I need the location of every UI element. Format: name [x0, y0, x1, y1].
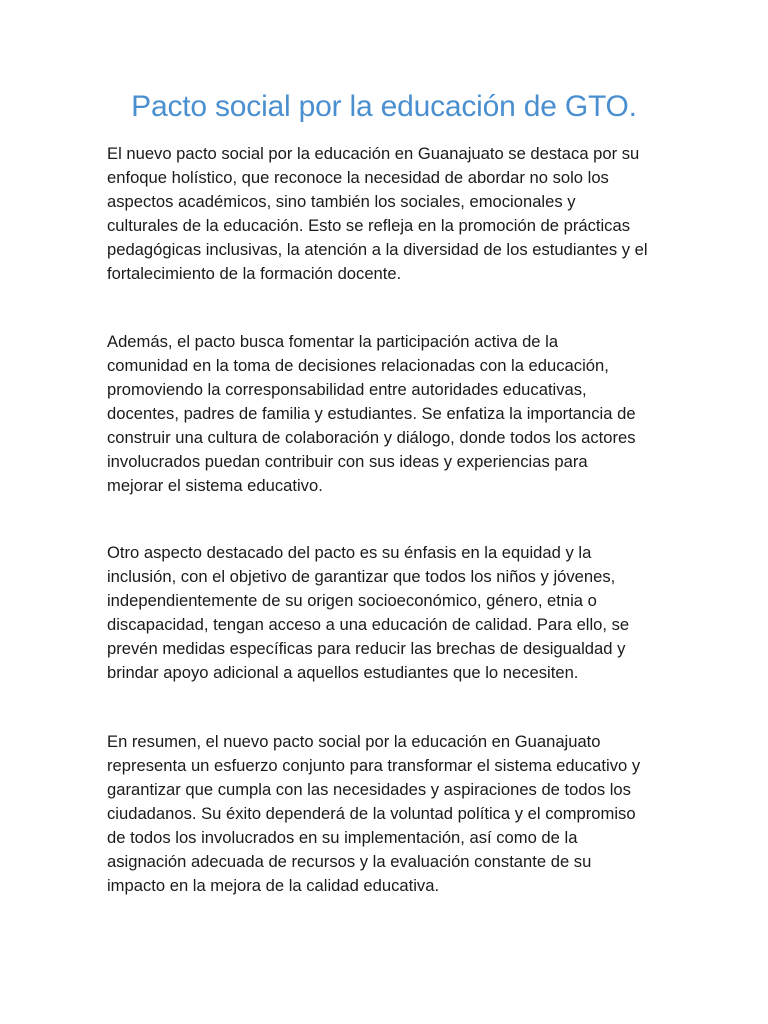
- paragraph-3: Otro aspecto destacado del pacto es su énfasis en la equidad y la inclusión, con el objetivo de garantizar que todos los niños y jóvenes, independientemente de su origen socioeconómico, género, etnia o discapacidad, tengan acceso a una educación de calidad. Para ello, se prevén medidas específicas para reducir las brechas de desigualdad y brindar apoyo adicional a aquellos estudiantes que lo necesiten.: [107, 543, 630, 682]
- paragraph-2: Además, el pacto busca fomentar la participación activa de la comunidad en la toma de decisiones relacionadas con la educación, promoviendo la corresponsabilidad entre autoridades educativas, docentes, padres de familia y estudiantes. Se enfatiza la importancia de construir una cultura de colaboración y diálogo, donde todos los actores involucrados puedan contribuir con sus ideas y experiencias para mejorar el sistema educativo.: [107, 332, 636, 495]
- paragraph-4: En resumen, el nuevo pacto social por la educación en Guanajuato representa un esfuerzo conjunto para transformar el sistema educativo y garantizar que cumpla con las necesidades y aspiraciones de todos los ciudadanos. Su éxito dependerá de la voluntad política y el compromiso de todos los involucrados en su implementación, así como de la asignación adecuada de recursos y la evaluación constante de su impacto en la mejora de la calidad educativa.: [107, 732, 641, 895]
- paragraph-1: El nuevo pacto social por la educación en Guanajuato se destaca por su enfoque holístico, que reconoce la necesidad de abordar no solo los aspectos académicos, sino también los sociales, emocionales y culturales de la educación. Esto se refleja en la promoción de prácticas pedagógicas inclusivas, la atención a la diversidad de los estudiantes y el fortalecimiento de la formación docente.: [107, 144, 648, 283]
- document-title: Pacto social por la educación de GTO.: [131, 90, 637, 123]
